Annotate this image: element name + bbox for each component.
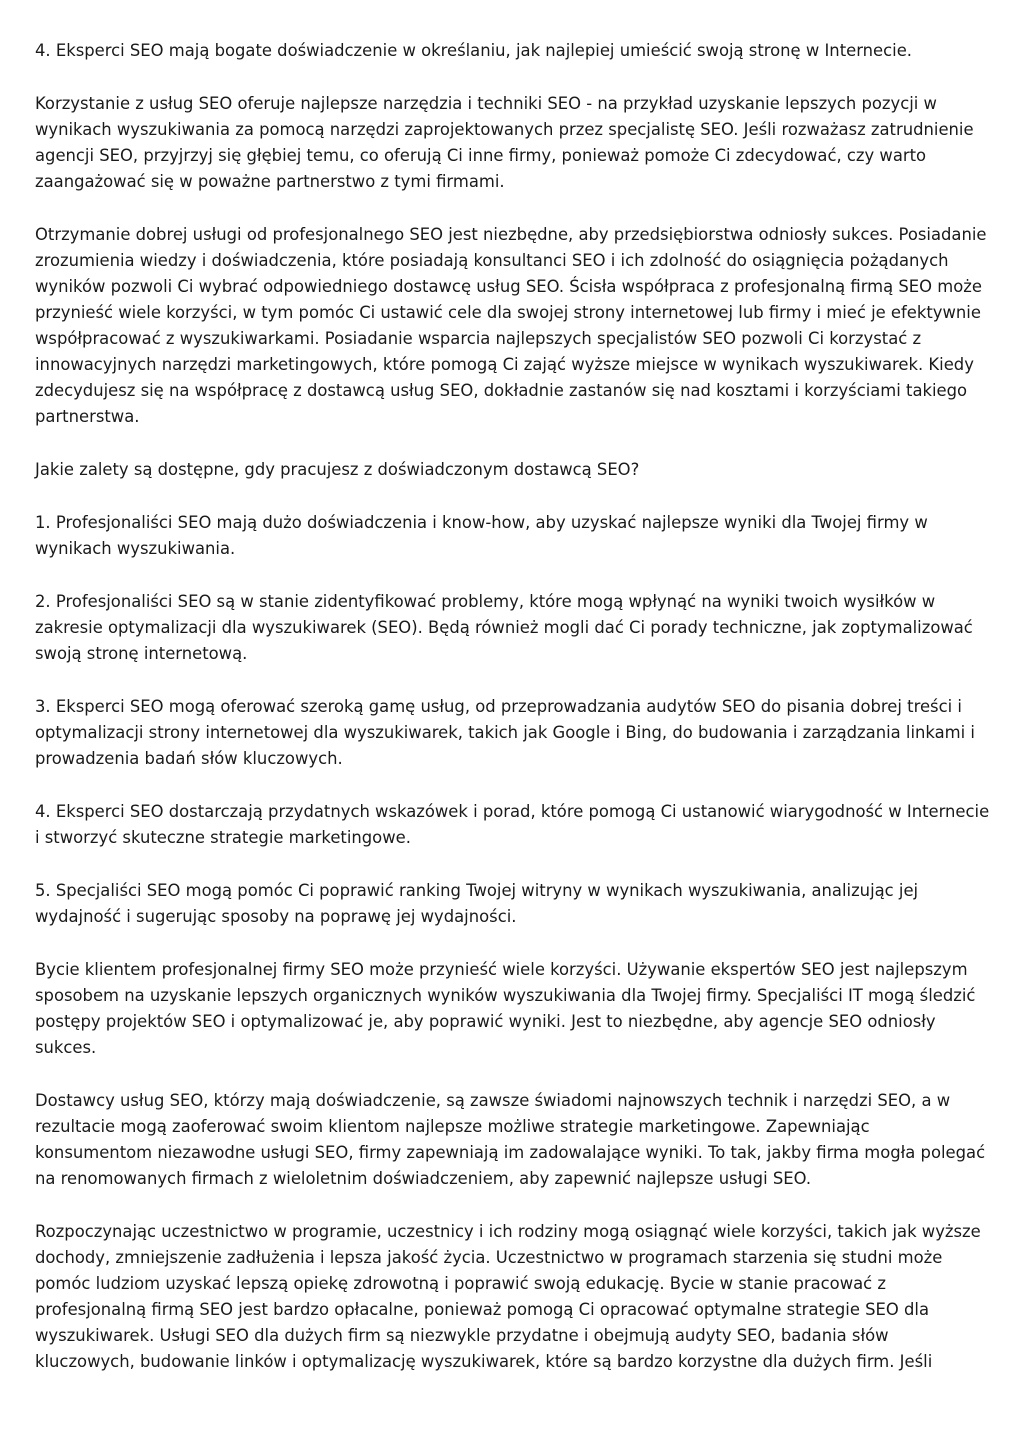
paragraph-1: 4. Eksperci SEO mają bogate doświadczenie w określaniu, jak najlepiej umieścić swoją stronę w Internecie. [35,41,912,60]
document-body [35,38,991,1375]
paragraph-9: 5. Specjaliści SEO mogą pomóc Ci poprawić ranking Twojej witryny w wynikach wyszukiwania, analizując jej wydajność i sugerując sposoby na poprawę jej wydajności. [35,881,919,926]
paragraph-2: Korzystanie z usług SEO oferuje najlepsze narzędzia i techniki SEO - na przykład uzyskanie lepszych pozycji w wynikach wyszukiwania za pomocą narzędzi zaprojektowanych przez specjalistę SEO. Jeśli rozważasz zatrudnienie agencji SEO, przyjrzyj się głębiej temu, co oferują Ci inne firmy, ponieważ pomoże Ci zdecydować, czy warto zaangażować się w poważne partnerstwo z tymi firmami. [35,94,974,191]
paragraph-4: Jakie zalety są dostępne, gdy pracujesz z doświadczonym dostawcą SEO? [35,460,640,479]
paragraph-8: 4. Eksperci SEO dostarczają przydatnych wskazówek i porad, które pomogą Ci ustanowić wiarygodność w Internecie i stworzyć skuteczne strategie marketingowe. [35,802,990,847]
paragraph-11: Dostawcy usług SEO, którzy mają doświadczenie, są zawsze świadomi najnowszych technik i narzędzi SEO, a w rezultacie mogą zaoferować swoim klientom najlepsze możliwe strategie marketingowe. Zapewniając konsumentom niezawodne usługi SEO, firmy zapewniają im zadowalające wyniki. To tak, jakby firma mogła polegać na renomowanych firmach z wieloletnim doświadczeniem, aby zapewnić najlepsze usługi SEO. [35,1091,986,1188]
paragraph-6: 2. Profesjonaliści SEO są w stanie zidentyfikować problemy, które mogą wpłynąć na wyniki twoich wysiłków w zakresie optymalizacji dla wyszukiwarek (SEO). Będą również mogli dać Ci porady techniczne, jak zoptymalizować swoją stronę internetową. [35,592,973,663]
paragraph-12: Rozpoczynając uczestnictwo w programie, uczestnicy i ich rodziny mogą osiągnąć wiele korzyści, takich jak wyższe dochody, zmniejszenie zadłużenia i lepsza jakość życia. Uczestnictwo w programach starzenia się studni może pomóc ludziom uzyskać lepszą opiekę zdrowotną i poprawić swoją edukację. Bycie w stanie pracować z profesjonalną firmą SEO jest bardzo opłacalne, ponieważ pomogą Ci opracować optymalne strategie SEO dla wyszukiwarek. Usługi SEO dla dużych firm są niezwykle przydatne i obejmują audyty SEO, badania słów kluczowych, budowanie linków i optymalizację wyszukiwarek, które są bardzo korzystne dla dużych firm. Jeśli [35,1222,981,1371]
paragraph-5: 1. Profesjonaliści SEO mają dużo doświadczenia i know-how, aby uzyskać najlepsze wyniki dla Twojej firmy w wynikach wyszukiwania. [35,513,928,558]
paragraph-10: Bycie klientem profesjonalnej firmy SEO może przynieść wiele korzyści. Używanie ekspertów SEO jest najlepszym sposobem na uzyskanie lepszych organicznych wyników wyszukiwania dla Twojej firmy. Specjaliści IT mogą śledzić postępy projektów SEO i optymalizować je, aby poprawić wyniki. Jest to niezbędne, aby agencje SEO odniosły sukces. [35,960,976,1057]
paragraph-7: 3. Eksperci SEO mogą oferować szeroką gamę usług, od przeprowadzania audytów SEO do pisania dobrej treści i optymalizacji strony internetowej dla wyszukiwarek, takich jak Google i Bing, do budowania i zarządzania linkami i prowadzenia badań słów kluczowych. [35,697,975,768]
paragraph-3: Otrzymanie dobrej usługi od profesjonalnego SEO jest niezbędne, aby przedsiębiorstwa odniosły sukces. Posiadanie zrozumienia wiedzy i doświadczenia, które posiadają konsultanci SEO i ich zdolność do osiągnięcia pożądanych wyników pozwoli Ci wybrać odpowiedniego dostawcę usług SEO. Ścisła współpraca z profesjonalną firmą SEO może przynieść wiele korzyści, w tym pomóc Ci ustawić cele dla swojej strony internetowej lub firmy i mieć je efektywnie współpracować z wyszukiwarkami. Posiadanie wsparcia najlepszych specjalistów SEO pozwoli Ci korzystać z innowacyjnych narzędzi marketingowych, które pomogą Ci zająć wyższe miejsce w wynikach wyszukiwarek. Kiedy zdecydujesz się na współpracę z dostawcą usług SEO, dokładnie zastanów się nad kosztami i korzyściami takiego partnerstwa. [35,225,987,426]
